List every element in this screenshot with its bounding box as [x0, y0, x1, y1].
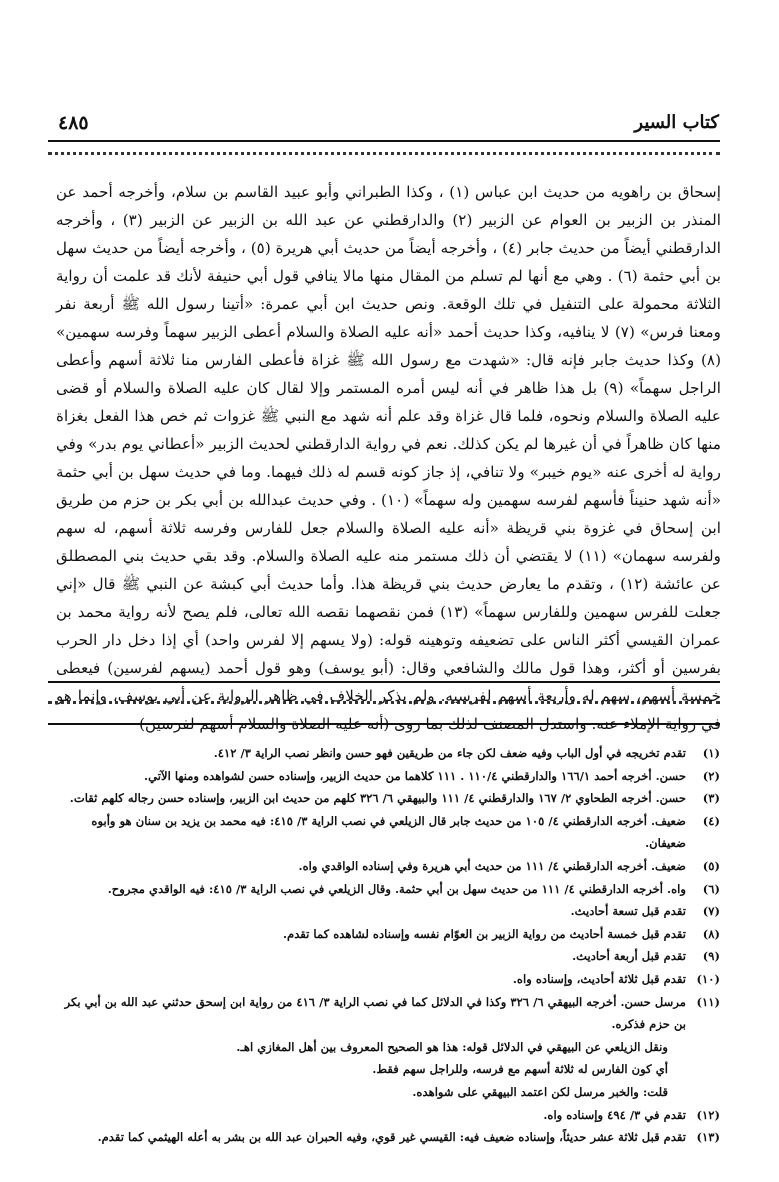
footnote	[62, 787, 720, 810]
footnote-number: (٦)	[702, 881, 720, 896]
footnote-text: ضعيف. أخرجه الدارقطني ٤/ ١١١ من حديث أبي هريرة وفي إسناده الواقدي واه.	[298, 858, 686, 873]
footnote-text: واه. أخرجه الدارقطني ٤/ ١١١ من حديث سهل بن أبي حثمة. وقال الزيلعي في نصب الراية ٣/ ٤١٥: فيه الواقدي مجروح.	[107, 881, 686, 896]
footnote-number: (١٠)	[696, 971, 720, 986]
footnote-text: أي كون الفارس له ثلاثة أسهم مع فرسه، وللراجل سهم فقط.	[372, 1062, 668, 1077]
book-title: كتاب السير	[634, 112, 719, 133]
footnote-number: (١)	[702, 746, 720, 760]
footnote-number: (٢)	[702, 768, 720, 783]
footnote	[62, 923, 720, 946]
footnote	[62, 765, 720, 788]
footnote-text: تقدم قبل خمسة أحاديث من رواية الزبير بن العوّام نفسه وإسناده لشاهده كما تقدم.	[282, 926, 686, 941]
header-rule	[48, 140, 720, 142]
footnote-number: (٨)	[702, 926, 720, 941]
footnote-text: تقدم في ٣/ ٤٩٤ وإسناده واه.	[543, 1107, 686, 1122]
footnote-dotted-divider	[48, 701, 720, 704]
footnote	[62, 945, 720, 968]
footnote-text: تقدم قبل ثلاثة عشر حديثاً، وإسناده ضعيف فيه: القيسي غير قوي، وفيه الحبران عبد الله بن بشر به أعله الهيثمي كما تقدم.	[97, 1130, 686, 1145]
footnote-separator-rule	[48, 723, 720, 725]
footnote-number: (١٣)	[696, 1130, 720, 1145]
page-header	[58, 112, 719, 136]
main-text	[56, 178, 721, 738]
footnote-number: (١٢)	[696, 1107, 720, 1122]
footnote-continuation	[62, 1081, 720, 1104]
footnote	[62, 900, 720, 923]
footnote-number: (١١)	[696, 994, 720, 1009]
footnote	[62, 878, 720, 901]
footnotes	[62, 742, 720, 1149]
footnote-text: ونقل الزيلعي عن البيهقي في الدلائل قوله: هذا هو الصحيح المعروف بين أهل المغازي اهـ.	[236, 1039, 668, 1054]
footnote-text: تقدم قبل تسعة أحاديث.	[570, 904, 686, 919]
footnote	[62, 810, 720, 855]
footnote-text: مرسل حسن. أخرجه البيهقي ٦/ ٣٢٦ وكذا في الدلائل كما في نصب الراية ٣/ ٤١٦ من رواية ابن إسحق حدثني عبد الله بن أبي بكر بن حزم فذكره.	[64, 994, 686, 1032]
footnote-text: حسن. أخرجه أحمد ١٦٦/١ والدارقطني ١١٠/٤ . ١١١ كلاهما من حديث الزبير، وإسناده حسن لشواهده ومنها الآتي.	[144, 768, 686, 783]
footnote-number: (٧)	[702, 904, 720, 919]
footnote-text: تقدم قبل أربعة أحاديث.	[572, 949, 686, 964]
footnote	[62, 991, 720, 1036]
footnote	[62, 968, 720, 991]
footnote-text: حسن. أخرجه الطحاوي ٢/ ١٦٧ والدارقطني ٤/ ١١١ والبيهقي ٦/ ٣٢٦ كلهم من حديث ابن الزبير، وإسناده حسن رجاله كلهم ثقات.	[69, 791, 686, 806]
footnote-text: ضعيف. أخرجه الدارقطني ٤/ ١٠٥ من حديث جابر قال الزيلعي في نصب الراية ٣/ ٤١٥: فيه محمد بن يزيد بن سنان هو وأبوه ضعيفان.	[91, 813, 686, 851]
footnote-number: (٤)	[702, 813, 720, 828]
footnote	[62, 1104, 720, 1127]
footnote-number: (٥)	[702, 858, 720, 873]
header-dotted-divider	[48, 152, 720, 155]
footnote-text: تقدم قبل ثلاثة أحاديث، وإسناده واه.	[512, 971, 686, 986]
footnote	[62, 855, 720, 878]
footnote-continuation	[62, 1058, 720, 1081]
footnote	[62, 742, 720, 765]
page-number: ٤٨٥	[58, 112, 89, 134]
footnote-continuation	[62, 1036, 720, 1059]
footnote-text: قلت: والخبر مرسل لكن اعتمد البيهقي على شواهده.	[412, 1084, 668, 1099]
text-end-rule	[48, 681, 720, 683]
footnote-number: (٩)	[702, 949, 720, 964]
footnote-text: تقدم تخريجه في أول الباب وفيه ضعف لكن جاء من طريقين فهو حسن وانظر نصب الراية ٣/ ٤١٢.	[213, 746, 686, 760]
footnote-number: (٣)	[702, 791, 720, 806]
footnote	[62, 1126, 720, 1149]
main-paragraph: إسحاق بن راهويه من حديث ابن عباس (١) ، وكذا الطبراني وأبو عبيد القاسم بن سلام، وأخرجه أحمد عن المنذر بن الزبير بن العوام عن الزبير (٢) والدارقطني عن عبد الله بن الزبير عن الزبير (٣) ، وأخرجه الدارقطني أيضاً من حديث جابر (٤) ، وأخرجه أيضاً من حديث أبي هريرة (٥) ، وأخرجه أيضاً من حديث سهل بن أبي حثمة (٦) . وهي مع أنها لم تسلم من المقال منها مالا ينافي قول أبي حنيفة لأنك قد علمت أن رواية الثلاثة محمولة على التنفيل في تلك الوقعة. ونص حديث ابن أبي عمرة: «أتينا رسول الله ﷺ أربعة نفر ومعنا فرس» (٧) لا ينافيه، وكذا حديث أحمد «أنه عليه الصلاة والسلام أعطى الزبير سهماً وفرسه سهمين» (٨) وكذا حديث جابر فإنه قال: «شهدت مع رسول الله ﷺ غزاة فأعطى الفارس منا ثلاثة أسهم وأعطى الراجل سهماً» (٩) بل هذا ظاهر في أنه ليس أمره المستمر وإلا لقال كان عليه الصلاة والسلام أو قضى عليه الصلاة والسلام ونحوه، فلما قال غزاة وقد علم أنه شهد مع النبي ﷺ غزوات ثم خص هذا الفعل بغزاة منها كان ظاهراً في أن غيرها لم يكن كذلك. نعم في رواية الدارقطني لحديث الزبير «أعطاني يوم بدر» وفي رواية له أخرى عنه «يوم خيبر» ولا تنافي، إذ جاز كونه قسم له ذلك فيهما. وما في حديث سهل بن أبي حثمة «أنه شهد حنيناً فأسهم لفرسه سهمين وله سهماً» (١٠) . وفي حديث عبدالله بن أبي بكر بن حزم من طريق ابن إسحاق في غزوة بني قريظة «أنه عليه الصلاة والسلام جعل للفارس وفرسه ثلاثة أسهم، له سهم ولفرسه سهمان» (١١) لا يقتضي أن ذلك مستمر منه عليه الصلاة والسلام. وقد بقي حديث بني المصطلق عن عائشة (١٢) ، وتقدم ما يعارض حديث بني قريظة هذا. وأما حديث أبي كبشة عن النبي ﷺ قال «إني جعلت للفرس سهمين وللفارس سهماً» (١٣) فمن نقصهما نقصه الله تعالى، فلم يصح لأنه رواية محمد بن عمران القيسي أكثر الناس على تضعيفه وتوهينه قوله: (ولا يسهم إلا لفرس واحد) أي إذا دخل دار الحرب بفرسين أو أكثر، وهذا قول مالك والشافعي وقال: (أبو يوسف) وهو قول أحمد (يسهم لفرسين) فيعطى خمسة أسهم، سهم له وأربعة أسهم لفرسيه. ولم يذكر الخلاف في ظاهر الرواية عن أبي يوسف، وإنما هو في رواية الإملاء عنه. واستدل المصنف لذلك بما روى (أنه عليه الصلاة والسلام أسهم لفرسين)	[55, 183, 722, 733]
